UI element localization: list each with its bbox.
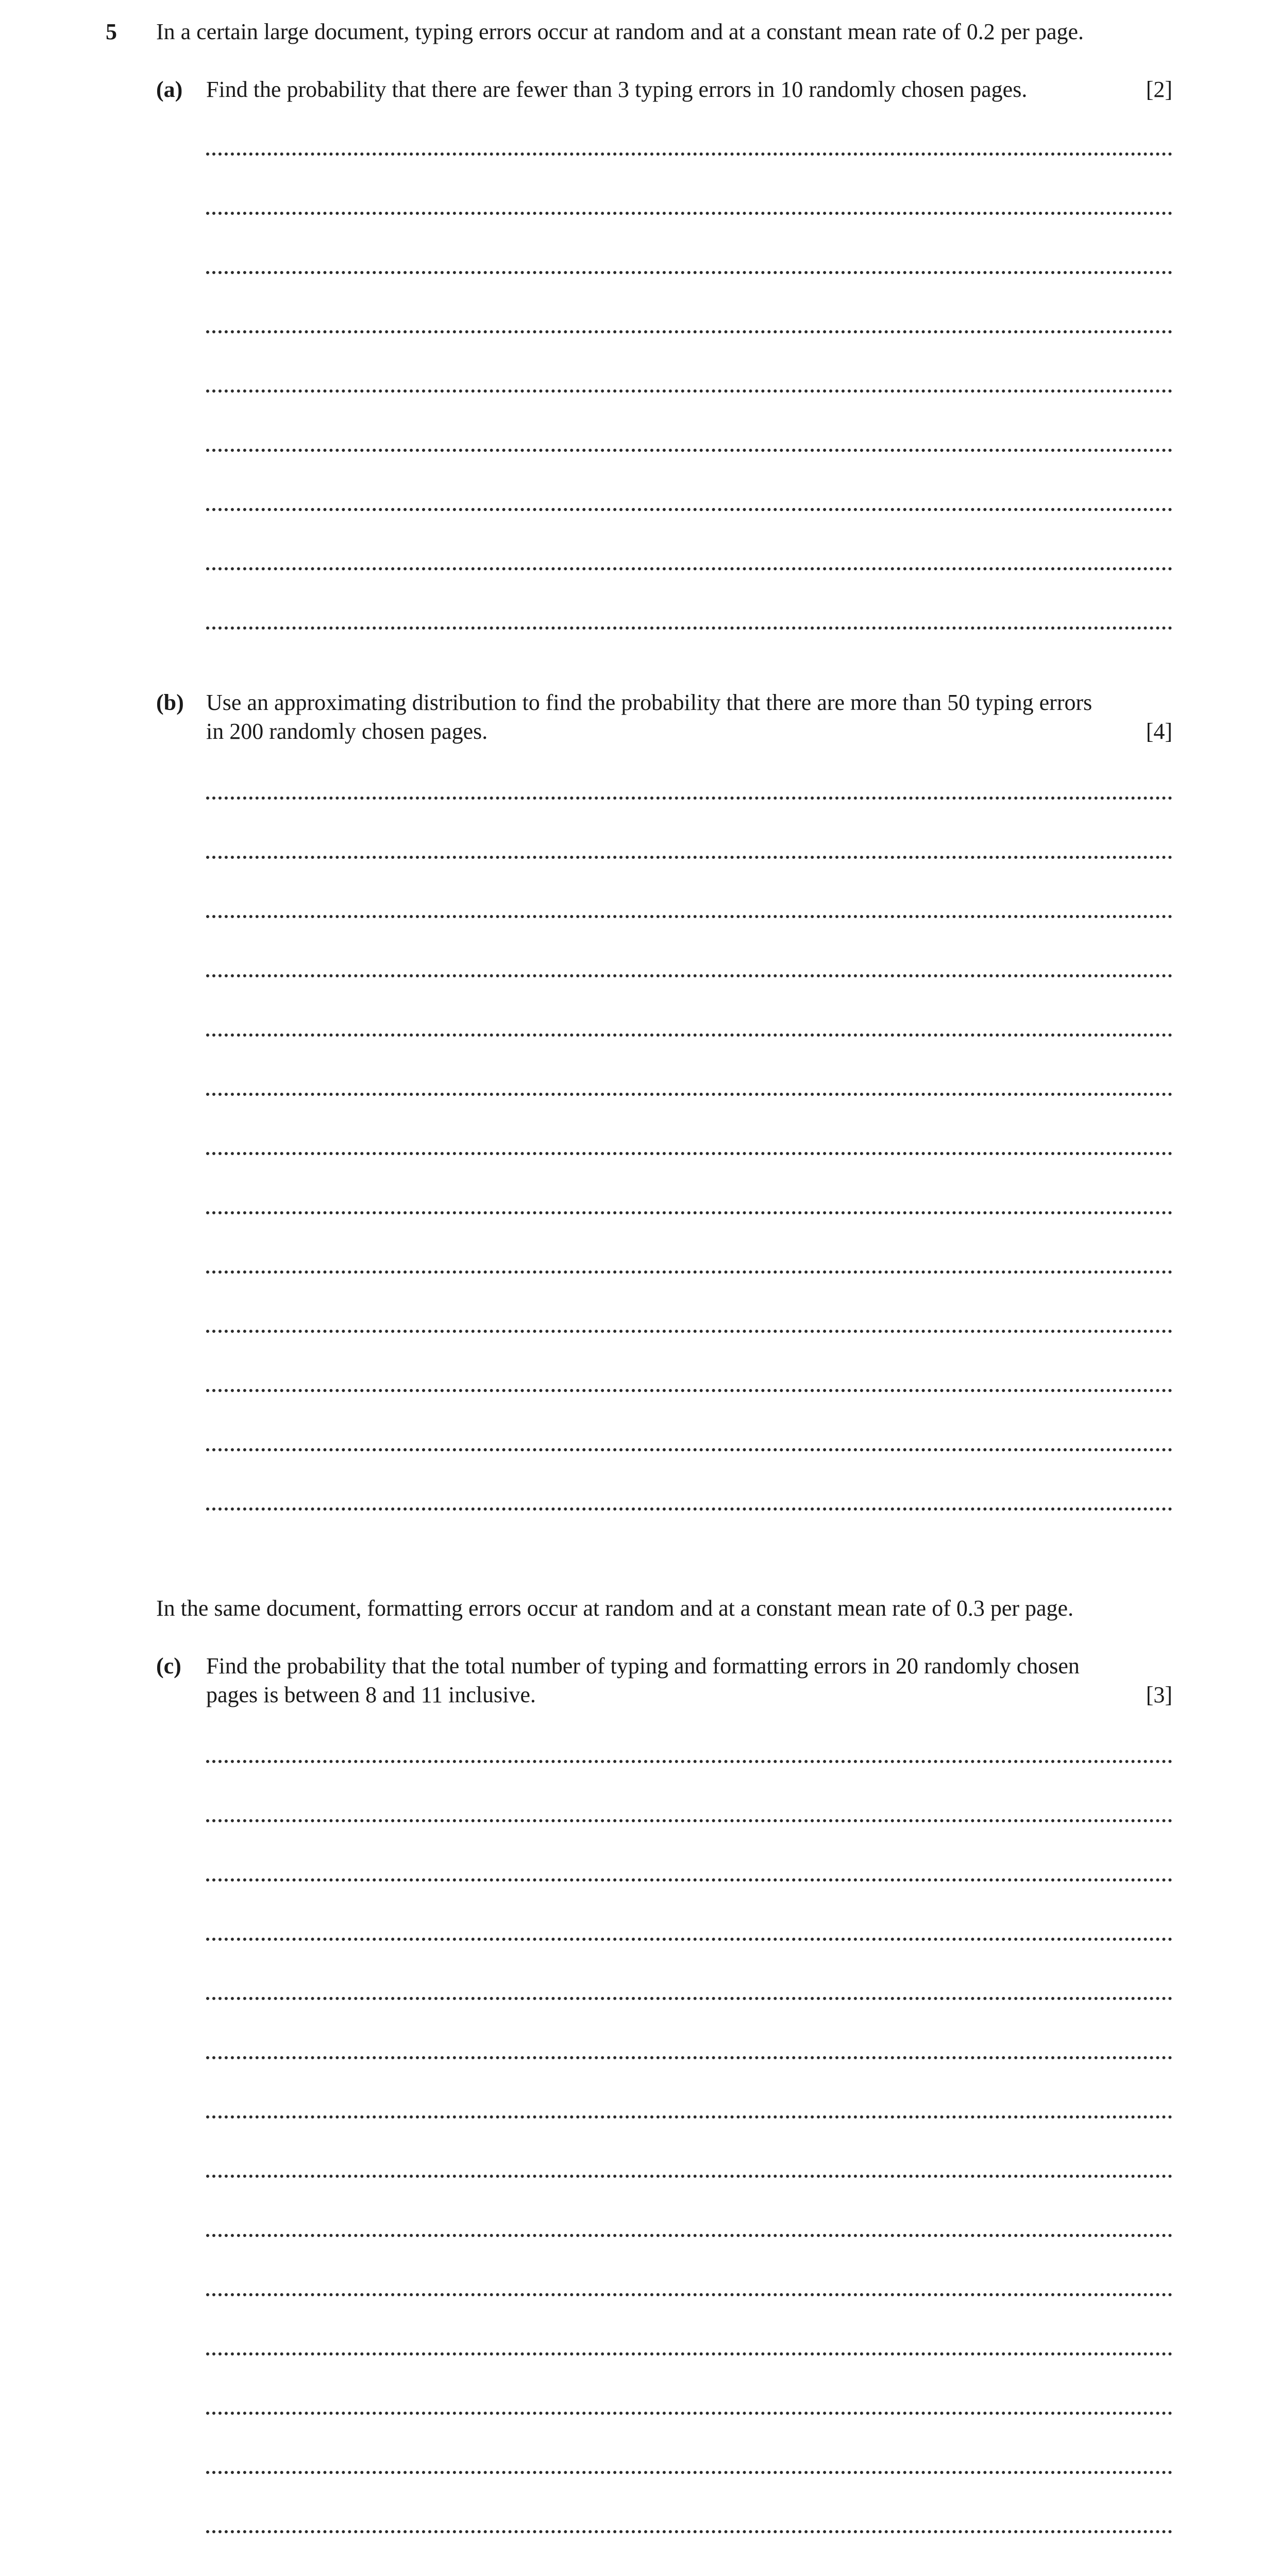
answer-line[interactable] (206, 1819, 1172, 1822)
answer-line[interactable] (206, 1507, 1172, 1511)
part-a-label: (a) (156, 77, 183, 102)
answer-line[interactable] (206, 1938, 1172, 1941)
part-a-marks: [2] (1146, 77, 1172, 102)
answer-line[interactable] (206, 1448, 1172, 1451)
answer-line[interactable] (206, 567, 1172, 570)
question-number: 5 (106, 19, 117, 44)
answer-line[interactable] (206, 626, 1172, 630)
answer-line[interactable] (206, 796, 1172, 800)
answer-line[interactable] (206, 1270, 1172, 1274)
answer-line[interactable] (206, 152, 1172, 156)
part-c-marks: [3] (1146, 1682, 1172, 1707)
answer-line[interactable] (206, 1878, 1172, 1882)
answer-line[interactable] (206, 449, 1172, 452)
interlude-text: In the same document, formatting errors occur at random and at a constant mean rate of 0.3 per page. (156, 1596, 1074, 1621)
part-c-text-line-1: Find the probability that the total number of typing and formatting errors in 20 randomly chosen (206, 1653, 1080, 1679)
answer-line[interactable] (206, 2412, 1172, 2415)
part-b-marks: [4] (1146, 719, 1172, 744)
answer-line[interactable] (206, 1760, 1172, 1763)
part-c-text-line-2: pages is between 8 and 11 inclusive. (206, 1682, 536, 1707)
answer-line[interactable] (206, 271, 1172, 274)
answer-line[interactable] (206, 2175, 1172, 2178)
part-b-text-line-2: in 200 randomly chosen pages. (206, 719, 488, 744)
answer-line[interactable] (206, 974, 1172, 977)
answer-line[interactable] (206, 1033, 1172, 1037)
answer-line[interactable] (206, 2234, 1172, 2237)
answer-line[interactable] (206, 1997, 1172, 2000)
answer-line[interactable] (206, 389, 1172, 393)
answer-line[interactable] (206, 856, 1172, 859)
answer-line[interactable] (206, 330, 1172, 333)
answer-line[interactable] (206, 1330, 1172, 1333)
part-b-label: (b) (156, 690, 184, 715)
answer-line[interactable] (206, 1389, 1172, 1392)
answer-line[interactable] (206, 2352, 1172, 2355)
answer-line[interactable] (206, 1093, 1172, 1096)
answer-line[interactable] (206, 2056, 1172, 2059)
answer-line[interactable] (206, 2115, 1172, 2119)
answer-line[interactable] (206, 1152, 1172, 1155)
answer-line[interactable] (206, 212, 1172, 215)
part-a-text: Find the probability that there are fewer than 3 typing errors in 10 randomly chosen pages. (206, 77, 1028, 102)
part-b-text-line-1: Use an approximating distribution to find the probability that there are more than 50 typing errors (206, 690, 1092, 715)
answer-line[interactable] (206, 2530, 1172, 2533)
answer-line[interactable] (206, 915, 1172, 918)
answer-line[interactable] (206, 2293, 1172, 2296)
answer-line[interactable] (206, 2471, 1172, 2474)
answer-line[interactable] (206, 1211, 1172, 1214)
answer-line[interactable] (206, 508, 1172, 511)
part-c-label: (c) (156, 1653, 181, 1679)
question-stem: In a certain large document, typing errors occur at random and at a constant mean rate of 0.2 per page. (156, 19, 1084, 44)
